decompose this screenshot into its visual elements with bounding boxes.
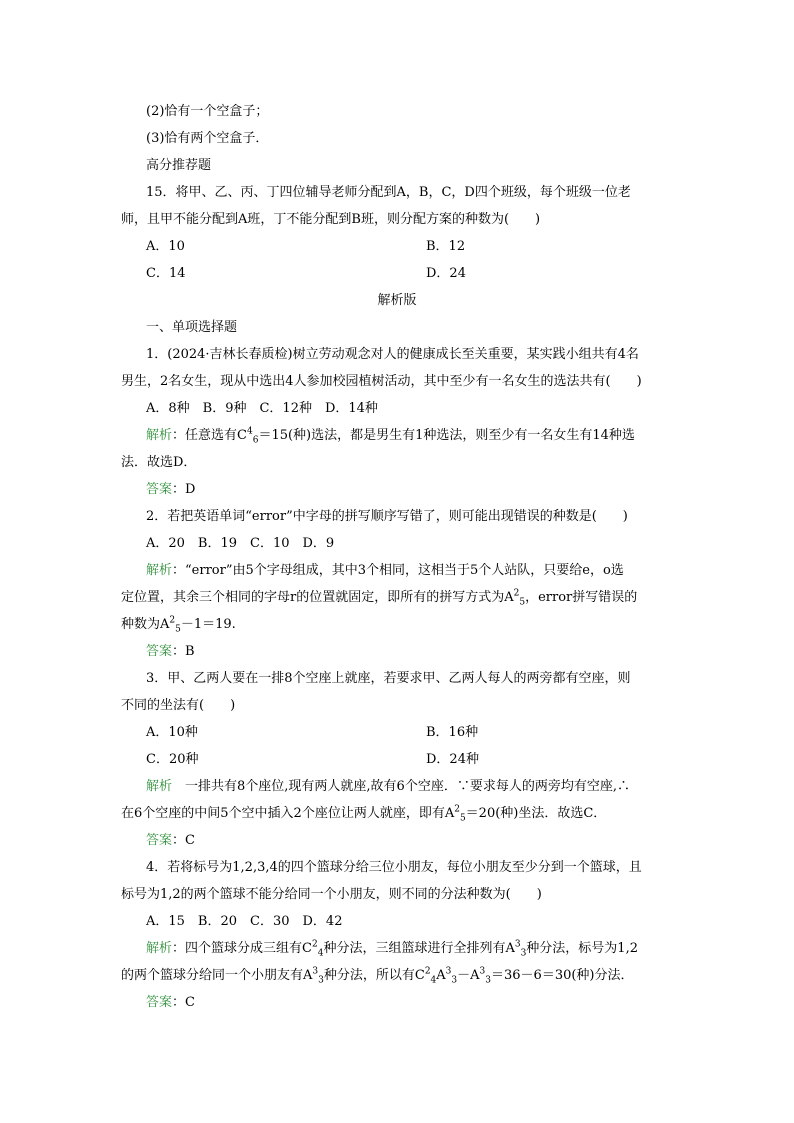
analysis-line: 定位置，其余三个相同的字母r的位置就固定，即所有的拼写方式为$A^2_5$，error拼写错误的 bbox=[121, 588, 638, 608]
analysis-line: 解析 一排共有8个座位,现有两人就座,故有6个空座．∵要求每人的两旁均有空座,∴ bbox=[146, 779, 630, 794]
section-heading: 高分推荐题 bbox=[146, 158, 212, 173]
option-a: A．10种 bbox=[146, 725, 198, 740]
analysis-line: 法．故选D． bbox=[121, 455, 197, 470]
option-b: B．16种 bbox=[426, 725, 479, 740]
analysis-line: 解析：四个篮球分成三组有$C^2_4$种分法，三组篮球进行全排列有$A^3_3$种分法，标号为1,2 bbox=[146, 939, 638, 959]
analysis-tag: 解析 bbox=[146, 941, 173, 956]
option-c: C．14 bbox=[146, 266, 186, 281]
question-1-options: A．8种 B．9种 C．12种 D．14种 bbox=[146, 401, 378, 416]
question-4-line-2: 标号为1,2的两个篮球不能分给同一个小朋友，则不同的分法种数为( ) bbox=[121, 887, 542, 902]
question-4-options: A．15 B．20 C．30 D．42 bbox=[146, 914, 343, 929]
question-2-options: A．20 B．19 C．10 D．9 bbox=[146, 536, 335, 551]
text-line: (2)恰有一个空盒子； bbox=[146, 104, 269, 119]
section-heading: 一、单项选择题 bbox=[146, 320, 238, 335]
question-1-line-2: 男生，2名女生，现从中选出4人参加校园植树活动，其中至少有一名女生的选法共有( ) bbox=[121, 374, 642, 389]
question-3-line-2: 不同的坐法有( ) bbox=[121, 698, 236, 713]
question-15-line-2: 师，且甲不能分配到A班，丁不能分配到B班，则分配方案的种数为( ) bbox=[121, 212, 541, 227]
question-3-line-1: 3．甲、乙两人要在一排8个空座上就座，若要求甲、乙两人每人的两旁都有空座，则 bbox=[146, 671, 631, 686]
question-1-line-1: 1．(2024·吉林长春质检)树立劳动观念对人的健康成长至关重要，某实践小组共有4名 bbox=[146, 347, 639, 362]
analysis-tag: 解析 bbox=[146, 563, 173, 578]
analysis-line: 在6个空座的中间5个空中插入2个座位让两人就座，即有$A^2_5=20$(种)坐法．故选C． bbox=[121, 804, 607, 824]
text-line: (3)恰有两个空盒子． bbox=[146, 131, 269, 146]
analysis-line: 解析：“error”由5个字母组成，其中3个相同，这相当于5个人站队，只要给e，o选 bbox=[146, 563, 624, 578]
option-a: A．10 bbox=[146, 239, 185, 254]
question-15-line-1: 15．将甲、乙、丙、丁四位辅导老师分配到A，B，C，D四个班级，每个班级一位老 bbox=[146, 185, 631, 200]
option-c: C．20种 bbox=[146, 752, 199, 767]
answer-tag: 答案 bbox=[146, 995, 173, 1010]
section-title: 解析版 bbox=[377, 293, 417, 308]
answer-line: 答案：C bbox=[146, 833, 195, 848]
option-d: D．24种 bbox=[426, 752, 479, 767]
answer-tag: 答案 bbox=[146, 482, 173, 497]
question-4-line-1: 4．若将标号为1,2,3,4的四个篮球分给三位小朋友，每位小朋友至少分到一个篮球，且 bbox=[146, 860, 642, 875]
option-b: B．12 bbox=[426, 239, 466, 254]
analysis-tag: 解析 bbox=[146, 779, 173, 794]
answer-tag: 答案 bbox=[146, 833, 173, 848]
analysis-tag: 解析 bbox=[146, 428, 173, 443]
answer-line: 答案：B bbox=[146, 644, 195, 659]
analysis-line: 种数为$A^2_5-1=19$. bbox=[121, 615, 236, 635]
analysis-line: 解析：任意选有$C^4_6=15$(种)选法，都是男生有1种选法，则至少有一名女生有14种选 bbox=[146, 426, 635, 446]
option-d: D．24 bbox=[426, 266, 466, 281]
answer-tag: 答案 bbox=[146, 644, 173, 659]
answer-line: 答案：D bbox=[146, 482, 196, 497]
answer-line: 答案：C bbox=[146, 995, 195, 1010]
question-2-line-1: 2．若把英语单词“error”中字母的拼写顺序写错了，则可能出现错误的种数是( ) bbox=[146, 509, 628, 524]
analysis-line: 的两个篮球分给同一个小朋友有$A^3_3$种分法，所以有$C^2_4A^3_3-A^3_3=36-6=30$(种)分法． bbox=[121, 966, 634, 986]
